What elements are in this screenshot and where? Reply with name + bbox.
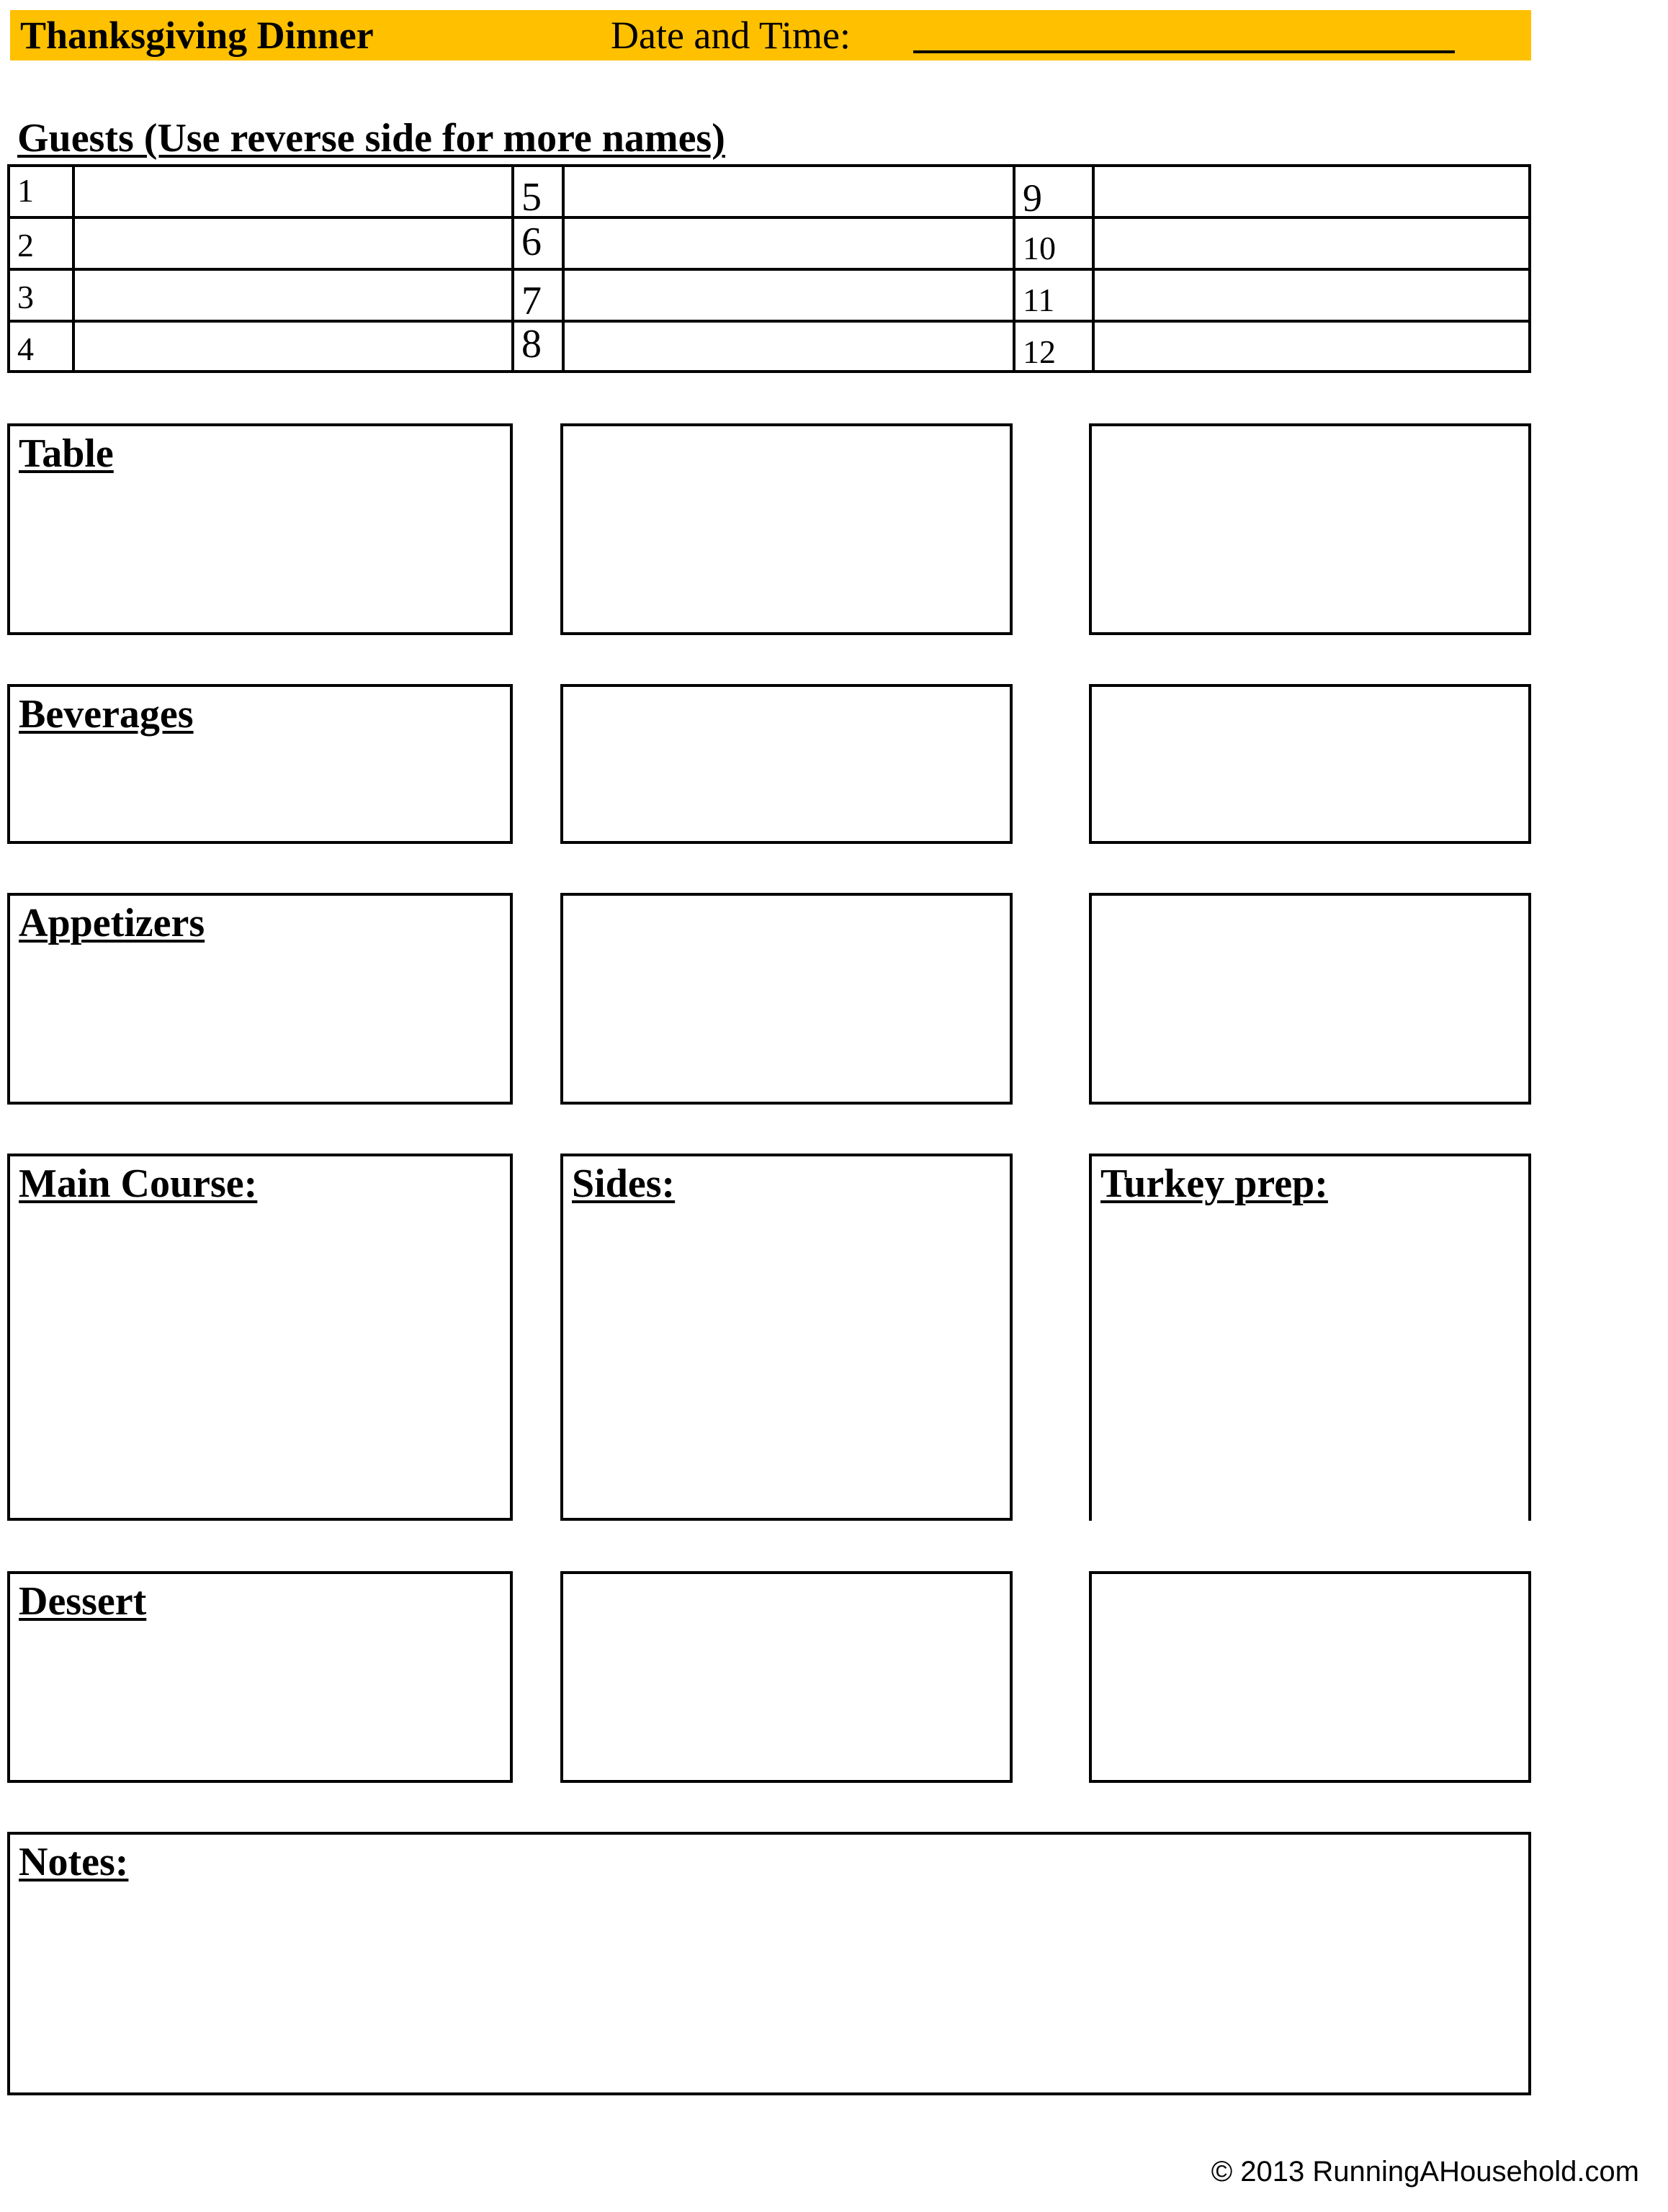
guest-number-10: 10 [1023,230,1056,266]
beverages-box-2[interactable] [560,684,1013,844]
guest-number-5: 5 [521,175,542,220]
header-bar [10,10,1531,60]
guest-number-8: 8 [521,322,542,367]
guest-number-9: 9 [1023,176,1042,220]
dessert-box[interactable] [7,1571,513,1783]
turkey-prep-label: Turkey prep: [1100,1161,1328,1206]
beverages-box[interactable] [7,684,513,844]
guest-name-field-7[interactable] [565,271,1013,320]
guest-number-1: 1 [17,172,34,209]
guest-name-field-9[interactable] [1095,167,1528,216]
dessert-box-2[interactable] [560,1571,1013,1783]
guest-name-field-10[interactable] [1095,219,1528,268]
guest-name-field-4[interactable] [75,323,511,372]
appetizers-label: Appetizers [19,901,205,945]
guest-name-field-5[interactable] [565,167,1013,216]
guest-name-field-1[interactable] [75,167,511,216]
main-course-label: Main Course: [19,1161,258,1206]
dessert-box-3[interactable] [1089,1571,1531,1783]
sides-box[interactable] [560,1154,1013,1521]
guest-name-field-2[interactable] [75,219,511,268]
table-box-3[interactable] [1089,423,1531,635]
guest-number-6: 6 [521,220,542,264]
table-label: Table [19,431,114,476]
guest-name-field-3[interactable] [75,271,511,320]
table-box-2[interactable] [560,423,1013,635]
guest-number-12: 12 [1023,333,1056,370]
main-course-box[interactable] [7,1154,513,1521]
appetizers-box-3[interactable] [1089,893,1531,1105]
sides-label: Sides: [572,1161,676,1206]
dessert-label: Dessert [19,1579,147,1624]
guest-number-4: 4 [17,331,34,367]
guest-number-3: 3 [17,279,34,315]
notes-box[interactable] [7,1832,1531,2095]
turkey-prep-box[interactable] [1089,1154,1531,1521]
copyright-footer: © 2013 RunningAHousehold.com [1211,2156,1639,2188]
page-title: Thanksgiving Dinner [20,14,374,57]
date-time-field[interactable] [913,50,1455,53]
appetizers-box-2[interactable] [560,893,1013,1105]
beverages-label: Beverages [19,692,194,737]
date-time-label: Date and Time: [611,14,851,57]
guest-number-2: 2 [17,227,34,264]
guest-name-field-8[interactable] [565,323,1013,372]
guest-name-field-6[interactable] [565,219,1013,268]
guest-name-field-12[interactable] [1095,323,1528,372]
beverages-box-3[interactable] [1089,684,1531,844]
table-box[interactable] [7,423,513,635]
guest-number-7: 7 [521,279,542,323]
guest-name-field-11[interactable] [1095,271,1528,320]
guest-number-11: 11 [1023,282,1055,318]
notes-label: Notes: [19,1840,129,1884]
guests-table [7,164,1531,373]
appetizers-box[interactable] [7,893,513,1105]
guests-heading: Guests (Use reverse side for more names) [17,116,725,161]
